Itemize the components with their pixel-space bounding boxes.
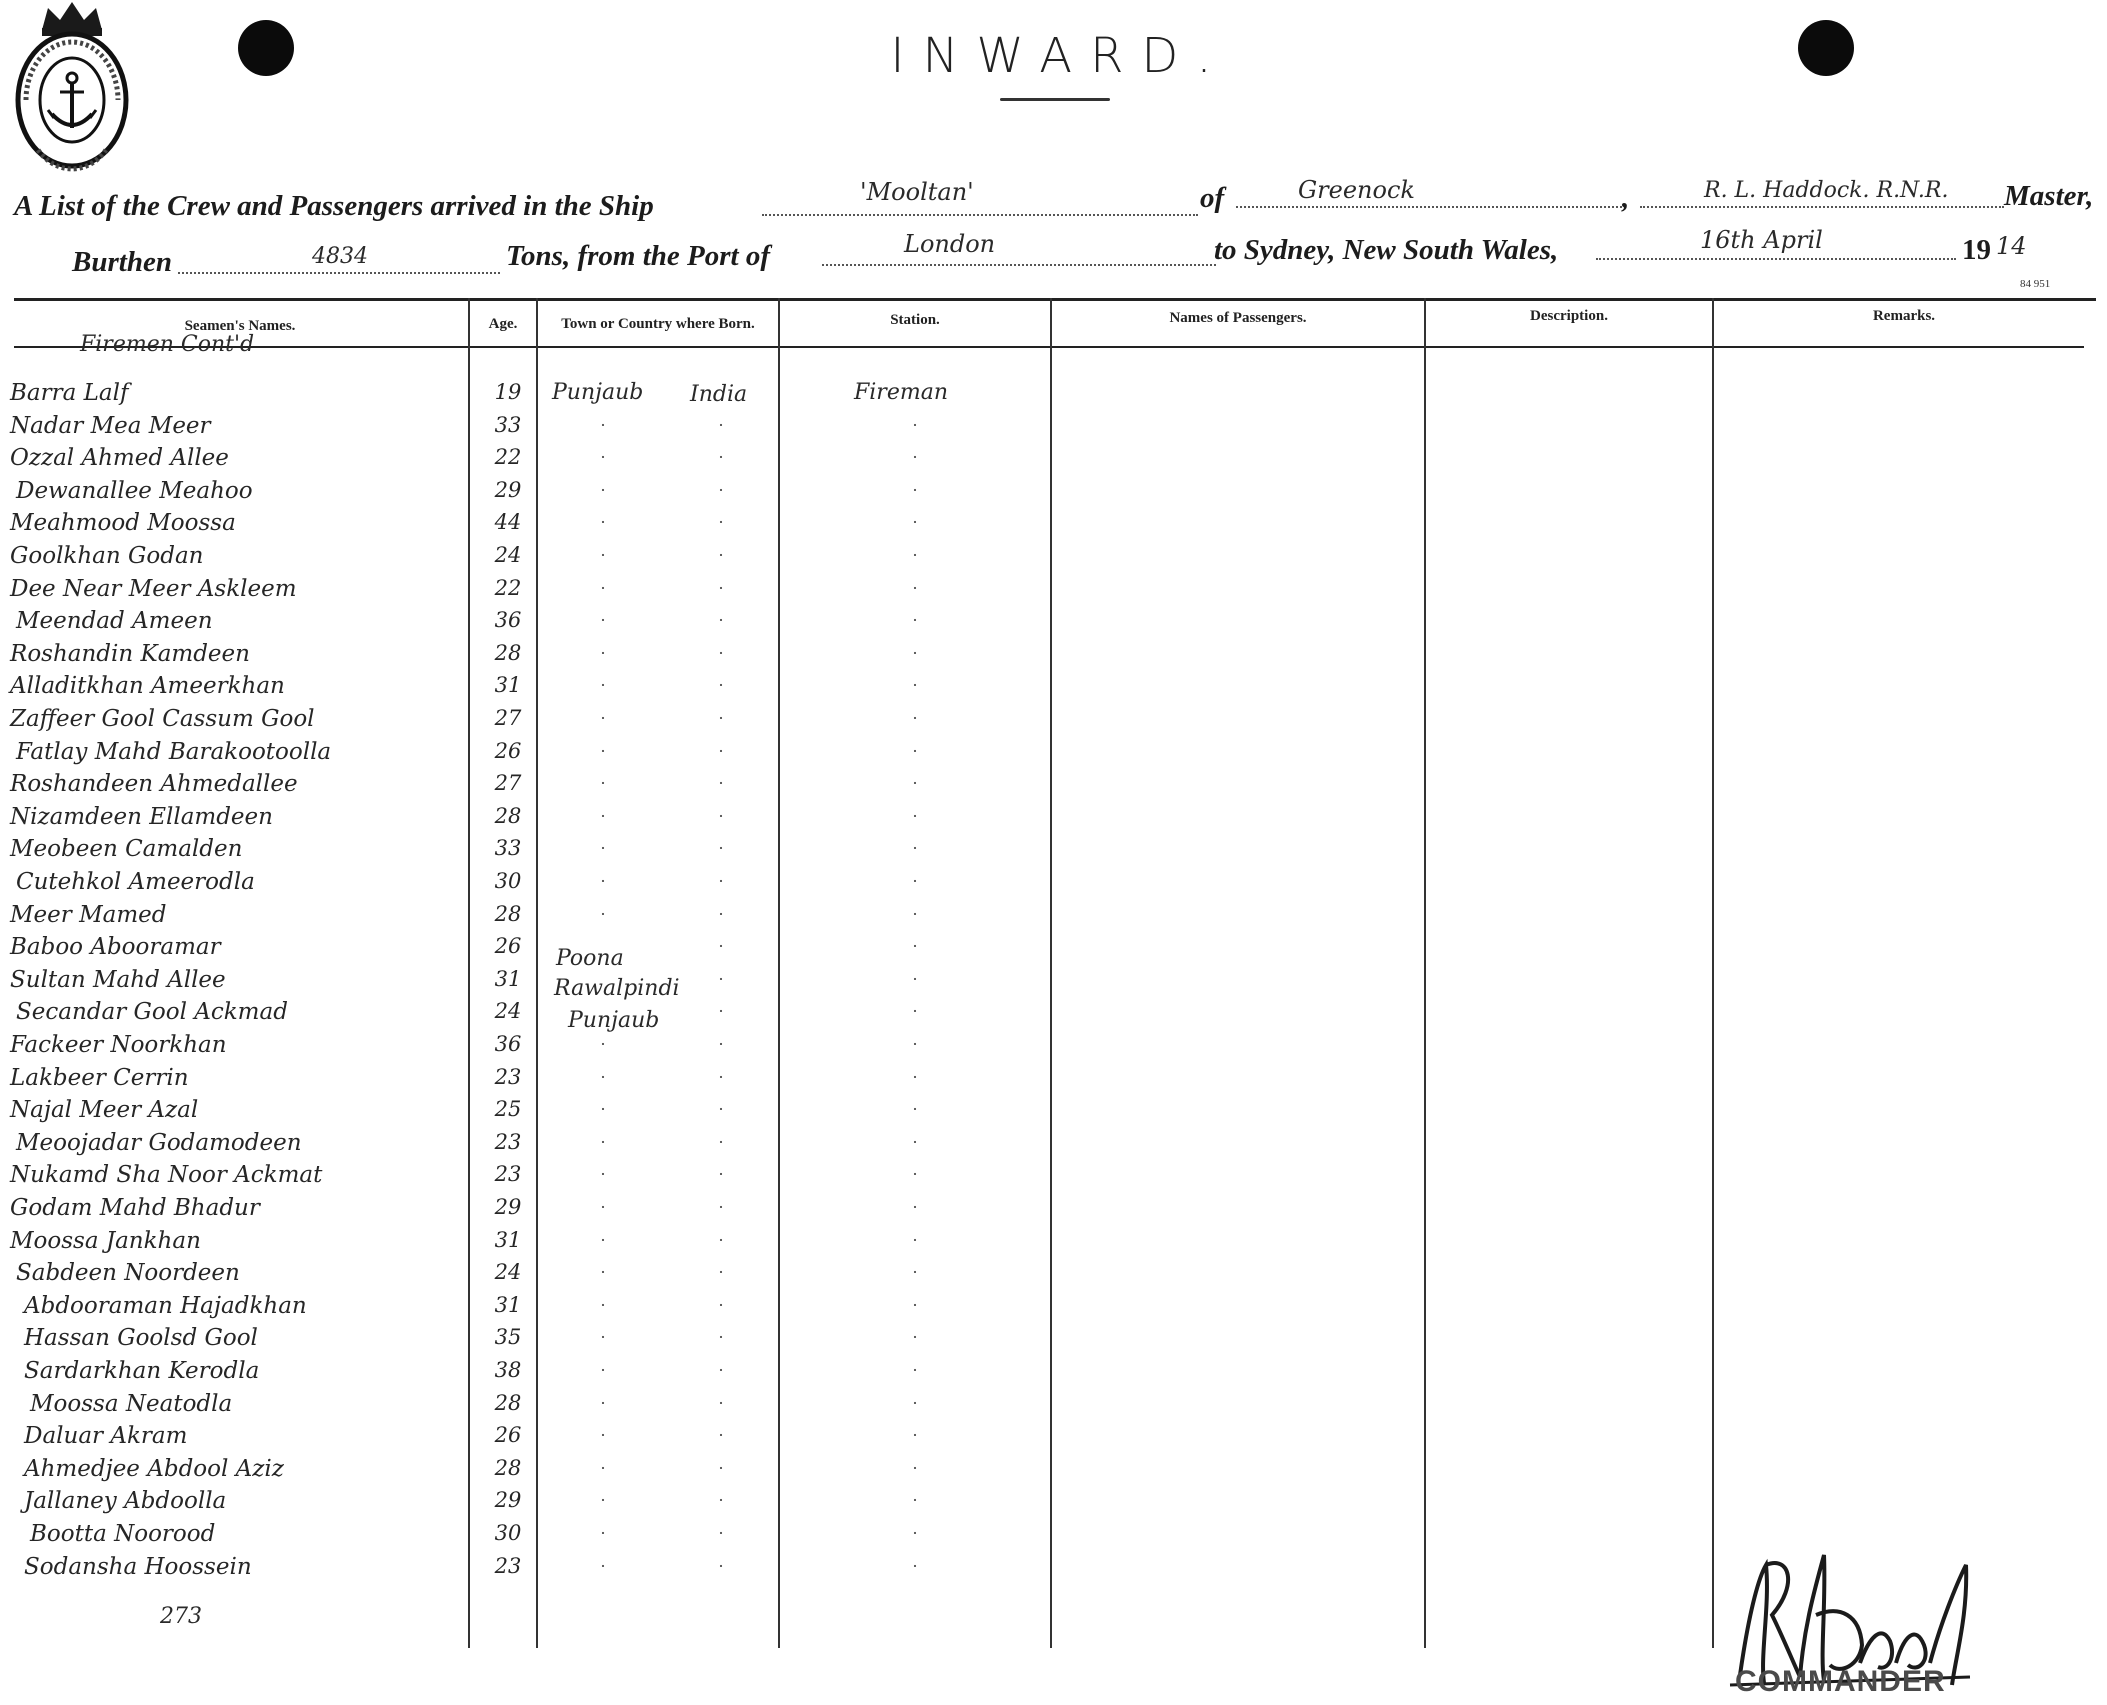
crew-name: Najal Meer Azal xyxy=(10,1097,199,1123)
ditto-town-mark: · xyxy=(600,1034,606,1054)
crew-name: Dee Near Meer Askleem xyxy=(10,576,297,602)
title-underline xyxy=(1000,98,1110,101)
crew-name: Barra Lalf xyxy=(10,380,129,406)
ditto-station-mark: · xyxy=(912,708,918,728)
crew-name: Roshandeen Ahmedallee xyxy=(10,771,298,797)
crew-name: Sabdeen Noordeen xyxy=(16,1260,240,1286)
ditto-town-mark: · xyxy=(600,1099,606,1119)
crew-age: 35 xyxy=(494,1325,522,1349)
ditto-country-mark: · xyxy=(718,1360,724,1380)
crew-age: 31 xyxy=(494,1228,522,1252)
crew-age: 29 xyxy=(494,1488,522,1512)
shipping-masters-seal xyxy=(12,0,132,176)
master-label: Master, xyxy=(2004,180,2094,212)
from-port-line xyxy=(822,264,1216,266)
ditto-country-mark: · xyxy=(718,1099,724,1119)
ditto-country-mark: · xyxy=(718,643,724,663)
header-line1-prefix: A List of the Crew and Passengers arrived in the Ship xyxy=(14,190,654,222)
comma-separator: , xyxy=(1622,182,1630,214)
ditto-station-mark: · xyxy=(912,1262,918,1282)
ditto-country-mark: · xyxy=(718,1458,724,1478)
ditto-country-mark: · xyxy=(718,1327,724,1347)
crew-name: Meendad Ameen xyxy=(16,608,213,634)
crew-age: 44 xyxy=(494,510,522,534)
column-divider-passengers xyxy=(1050,298,1052,1648)
ditto-station-mark: · xyxy=(912,936,918,956)
crew-name: Zaffeer Gool Cassum Gool xyxy=(10,706,315,732)
crew-name: Sultan Mahd Allee xyxy=(10,967,226,993)
crew-name: Lakbeer Cerrin xyxy=(10,1065,189,1091)
ditto-town-mark: · xyxy=(600,643,606,663)
ditto-station-mark: · xyxy=(912,1001,918,1021)
crew-name: Cutehkol Ameerodla xyxy=(16,869,255,895)
crew-age: 23 xyxy=(494,1065,522,1089)
ditto-country-mark: · xyxy=(718,1425,724,1445)
town-note-poona: Poona xyxy=(556,946,624,971)
crew-age: 19 xyxy=(494,380,522,404)
first-row-town: Punjaub xyxy=(552,380,644,405)
to-label: to Sydney, New South Wales, xyxy=(1214,234,1559,266)
column-divider-description xyxy=(1424,298,1426,1648)
first-row-station: Fireman xyxy=(854,380,948,405)
ditto-station-mark: · xyxy=(912,1132,918,1152)
first-row-country: India xyxy=(690,382,748,407)
ditto-town-mark: · xyxy=(600,904,606,924)
ditto-town-mark: · xyxy=(600,447,606,467)
crew-age: 24 xyxy=(494,1260,522,1284)
column-header-seamen: Seamen's Names. xyxy=(184,318,296,334)
ditto-country-mark: · xyxy=(718,545,724,565)
ditto-country-mark: · xyxy=(718,1001,724,1021)
ditto-station-mark: · xyxy=(912,1523,918,1543)
crew-age: 31 xyxy=(494,673,522,697)
crew-age: 31 xyxy=(494,967,522,991)
ditto-town-mark: · xyxy=(600,1067,606,1087)
ditto-country-mark: · xyxy=(718,838,724,858)
crew-name: Godam Mahd Bhadur xyxy=(10,1195,260,1221)
ditto-station-mark: · xyxy=(912,610,918,630)
crew-name: Sardarkhan Kerodla xyxy=(24,1358,260,1384)
ditto-town-mark: · xyxy=(600,1230,606,1250)
ditto-station-mark: · xyxy=(912,1458,918,1478)
ditto-town-mark: · xyxy=(600,415,606,435)
ditto-town-mark: · xyxy=(600,480,606,500)
punch-hole-right xyxy=(1798,20,1854,76)
ditto-town-mark: · xyxy=(600,1132,606,1152)
ditto-country-mark: · xyxy=(718,773,724,793)
crew-age: 23 xyxy=(494,1162,522,1186)
ditto-country-mark: · xyxy=(718,512,724,532)
crew-age: 29 xyxy=(494,1195,522,1219)
ditto-country-mark: · xyxy=(718,1262,724,1282)
crew-age: 29 xyxy=(494,478,522,502)
ditto-station-mark: · xyxy=(912,1425,918,1445)
ditto-town-mark: · xyxy=(600,578,606,598)
crew-age: 25 xyxy=(494,1097,522,1121)
ditto-town-mark: · xyxy=(600,871,606,891)
column-header-town: Town or Country where Born. xyxy=(561,316,755,332)
crew-age: 22 xyxy=(494,576,522,600)
crew-tally: 273 xyxy=(160,1604,202,1629)
crew-age: 23 xyxy=(494,1130,522,1154)
ditto-country-mark: · xyxy=(718,1523,724,1543)
crew-age: 28 xyxy=(494,1456,522,1480)
ditto-station-mark: · xyxy=(912,447,918,467)
crew-age: 27 xyxy=(494,771,522,795)
ditto-country-mark: · xyxy=(718,1197,724,1217)
ditto-station-mark: · xyxy=(912,480,918,500)
ditto-country-mark: · xyxy=(718,1556,724,1576)
ditto-town-mark: · xyxy=(600,1458,606,1478)
crew-age: 27 xyxy=(494,706,522,730)
column-header-age: Age. xyxy=(488,316,518,332)
ditto-station-mark: · xyxy=(912,1164,918,1184)
ditto-town-mark: · xyxy=(600,1360,606,1380)
ditto-station-mark: · xyxy=(912,1360,918,1380)
ditto-country-mark: · xyxy=(718,936,724,956)
ditto-town-mark: · xyxy=(600,1556,606,1576)
ditto-station-mark: · xyxy=(912,1230,918,1250)
ditto-country-mark: · xyxy=(718,1067,724,1087)
ditto-station-mark: · xyxy=(912,1197,918,1217)
home-port-line xyxy=(1236,206,1626,208)
crew-name: Abdooraman Hajadkhan xyxy=(24,1293,307,1319)
crew-age: 30 xyxy=(494,1521,522,1545)
form-code: 84 951 xyxy=(2020,278,2051,290)
commander-stamp: COMMANDER xyxy=(1735,1665,1946,1698)
burthen-label: Burthen xyxy=(72,246,172,278)
crew-name: Alladitkhan Ameerkhan xyxy=(10,673,285,699)
crew-name: Hassan Goolsd Gool xyxy=(24,1325,258,1351)
ditto-town-mark: · xyxy=(600,741,606,761)
ditto-town-mark: · xyxy=(600,708,606,728)
crew-name: Ozzal Ahmed Allee xyxy=(10,445,229,471)
crew-name: Moossa Jankhan xyxy=(10,1228,201,1254)
crew-name: Bootta Noorood xyxy=(30,1521,216,1547)
crew-age: 23 xyxy=(494,1554,522,1578)
crew-name: Nadar Mea Meer xyxy=(10,413,211,439)
crew-age: 28 xyxy=(494,641,522,665)
ditto-station-mark: · xyxy=(912,545,918,565)
column-header-remarks: Remarks. xyxy=(1872,308,1936,324)
ditto-country-mark: · xyxy=(718,1295,724,1315)
ditto-town-mark: · xyxy=(600,1164,606,1184)
ditto-town-mark: · xyxy=(600,1490,606,1510)
crew-name: Fatlay Mahd Barakootoolla xyxy=(16,739,332,765)
ditto-country-mark: · xyxy=(718,675,724,695)
ditto-country-mark: · xyxy=(718,578,724,598)
ditto-station-mark: · xyxy=(912,773,918,793)
crew-name: Moossa Neatodla xyxy=(30,1391,233,1417)
crew-age: 28 xyxy=(494,1391,522,1415)
crew-age: 30 xyxy=(494,869,522,893)
burthen-value: 4834 xyxy=(312,244,368,269)
master-name: R. L. Haddock. R.N.R. xyxy=(1704,178,1949,203)
crew-name: Roshandin Kamdeen xyxy=(10,641,250,667)
ditto-station-mark: · xyxy=(912,1556,918,1576)
crew-name: Ahmedjee Abdool Aziz xyxy=(24,1456,284,1482)
master-name-line xyxy=(1640,206,2004,208)
crew-name: Meer Mamed xyxy=(10,902,167,928)
ditto-country-mark: · xyxy=(718,1164,724,1184)
ditto-country-mark: · xyxy=(718,741,724,761)
town-note-punjaub: Punjaub xyxy=(568,1008,660,1033)
ditto-town-mark: · xyxy=(600,1523,606,1543)
crew-age: 28 xyxy=(494,804,522,828)
ditto-station-mark: · xyxy=(912,578,918,598)
crew-name: Nizamdeen Ellamdeen xyxy=(10,804,273,830)
ditto-town-mark: · xyxy=(600,610,606,630)
ditto-station-mark: · xyxy=(912,1067,918,1087)
crew-name: Meahmood Moossa xyxy=(10,510,236,536)
crew-age: 22 xyxy=(494,445,522,469)
ditto-country-mark: · xyxy=(718,447,724,467)
ditto-town-mark: · xyxy=(600,1197,606,1217)
crew-age: 31 xyxy=(494,1293,522,1317)
arrival-date: 16th April xyxy=(1700,226,1823,254)
ditto-station-mark: · xyxy=(912,1034,918,1054)
crew-age: 36 xyxy=(494,1032,522,1056)
column-divider-age xyxy=(468,298,470,1648)
ditto-country-mark: · xyxy=(718,1490,724,1510)
ditto-station-mark: · xyxy=(912,1327,918,1347)
ditto-station-mark: · xyxy=(912,675,918,695)
crew-age: 24 xyxy=(494,543,522,567)
burthen-line xyxy=(178,272,500,274)
year-prefix: 19 xyxy=(1962,234,1991,266)
ditto-town-mark: · xyxy=(600,1295,606,1315)
town-note-rawalpindi: Rawalpindi xyxy=(554,976,680,1001)
crew-name: Secandar Gool Ackmad xyxy=(16,999,288,1025)
page-title: INWARD. xyxy=(890,28,1230,84)
crew-name: Sodansha Hoossein xyxy=(24,1554,252,1580)
ditto-town-mark: · xyxy=(600,773,606,793)
column-header-station: Station. xyxy=(890,312,940,328)
table-header-rule xyxy=(14,346,2084,348)
ditto-country-mark: · xyxy=(718,1132,724,1152)
ditto-station-mark: · xyxy=(912,1295,918,1315)
crew-age: 26 xyxy=(494,1423,522,1447)
column-header-description: Description. xyxy=(1530,308,1608,324)
home-port: Greenock xyxy=(1298,176,1415,204)
ditto-country-mark: · xyxy=(718,480,724,500)
ditto-station-mark: · xyxy=(912,1393,918,1413)
ship-name-line xyxy=(762,214,1198,216)
ditto-country-mark: · xyxy=(718,871,724,891)
crew-name: Meobeen Camalden xyxy=(10,836,243,862)
ditto-town-mark: · xyxy=(600,545,606,565)
date-line xyxy=(1596,258,1956,260)
ditto-country-mark: · xyxy=(718,806,724,826)
crew-name: Jallaney Abdoolla xyxy=(24,1488,227,1514)
ship-name: 'Mooltan' xyxy=(860,178,974,206)
year-suffix: 14 xyxy=(1996,232,2027,260)
ditto-station-mark: · xyxy=(912,1490,918,1510)
crew-name: Goolkhan Godan xyxy=(10,543,204,569)
ditto-station-mark: · xyxy=(912,904,918,924)
crew-age: 24 xyxy=(494,999,522,1023)
column-header-passengers: Names of Passengers. xyxy=(1169,310,1307,326)
ditto-town-mark: · xyxy=(600,806,606,826)
ditto-country-mark: · xyxy=(718,708,724,728)
ditto-country-mark: · xyxy=(718,1230,724,1250)
ditto-town-mark: · xyxy=(600,1393,606,1413)
ditto-town-mark: · xyxy=(600,512,606,532)
ditto-station-mark: · xyxy=(912,806,918,826)
ditto-station-mark: · xyxy=(912,643,918,663)
crew-age: 38 xyxy=(494,1358,522,1382)
crew-name: Nukamd Sha Noor Ackmat xyxy=(10,1162,323,1188)
ditto-country-mark: · xyxy=(718,904,724,924)
crew-name: Meoojadar Godamodeen xyxy=(16,1130,302,1156)
ditto-town-mark: · xyxy=(600,675,606,695)
ditto-station-mark: · xyxy=(912,1099,918,1119)
from-port: London xyxy=(904,230,996,258)
ditto-town-mark: · xyxy=(600,838,606,858)
ditto-town-mark: · xyxy=(600,1327,606,1347)
crew-section-label: Firemen Cont'd xyxy=(80,332,255,357)
ditto-station-mark: · xyxy=(912,871,918,891)
crew-age: 33 xyxy=(494,413,522,437)
ditto-country-mark: · xyxy=(718,610,724,630)
crew-age: 36 xyxy=(494,608,522,632)
ditto-country-mark: · xyxy=(718,1034,724,1054)
tons-label: Tons, from the Port of xyxy=(506,240,770,272)
ditto-station-mark: · xyxy=(912,741,918,761)
crew-name: Dewanallee Meahoo xyxy=(16,478,253,504)
ditto-station-mark: · xyxy=(912,838,918,858)
crew-name: Fackeer Noorkhan xyxy=(10,1032,227,1058)
crew-name: Daluar Akram xyxy=(24,1423,188,1449)
crew-age: 28 xyxy=(494,902,522,926)
crew-age: 26 xyxy=(494,739,522,763)
ditto-country-mark: · xyxy=(718,1393,724,1413)
ditto-station-mark: · xyxy=(912,969,918,989)
of-label: of xyxy=(1200,182,1225,214)
ditto-town-mark: · xyxy=(600,1425,606,1445)
ditto-station-mark: · xyxy=(912,512,918,532)
ditto-country-mark: · xyxy=(718,415,724,435)
crew-name: Baboo Abooramar xyxy=(10,934,221,960)
ditto-station-mark: · xyxy=(912,415,918,435)
crew-age: 33 xyxy=(494,836,522,860)
column-divider-station xyxy=(778,298,780,1648)
table-top-rule xyxy=(14,298,2096,301)
ditto-town-mark: · xyxy=(600,1262,606,1282)
column-divider-remarks xyxy=(1712,298,1714,1648)
ditto-country-mark: · xyxy=(718,969,724,989)
crew-age: 26 xyxy=(494,934,522,958)
punch-hole-left xyxy=(238,20,294,76)
